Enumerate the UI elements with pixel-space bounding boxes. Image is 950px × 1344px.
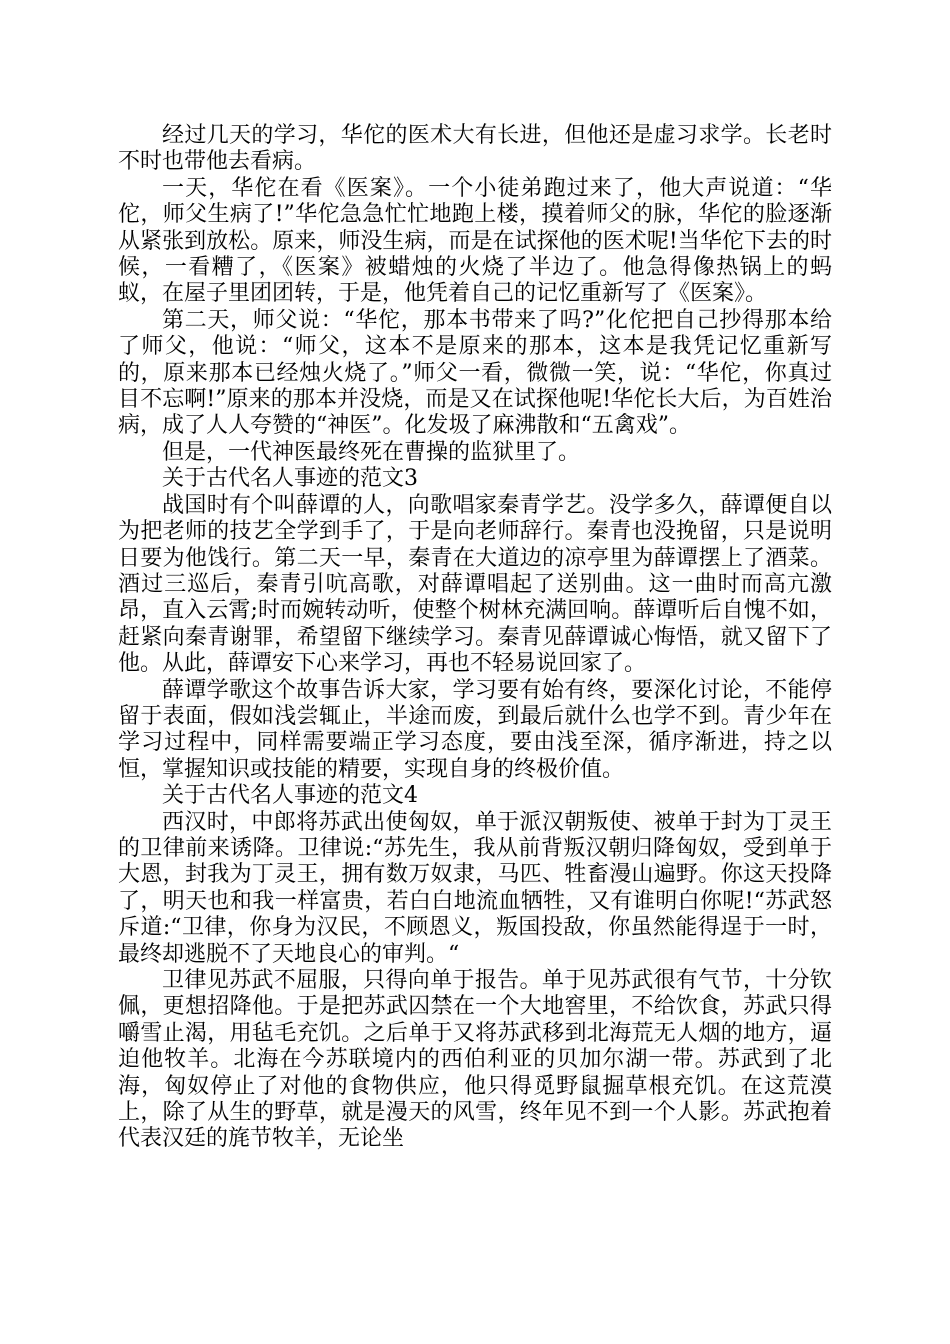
section-heading-3: 关于古代名人事迹的范文3 xyxy=(162,466,418,492)
paragraph-huatuo-next-day: 第二天，师父说：“华佗，那本书带来了吗?”化佗把自己抄得那本给了师父，他说：“师父，这本不是原来的那本，这本是我凭记忆重新写的，原来那本已经烛火烧了。”师父一看，微微一笑，说：“华佗，你真过目不忘啊!”原来的那本并没烧，而是又在试探他呢!华佗长大后，为百姓治病，成了人人夸赞的“神医”。化发圾了麻沸散和“五禽戏”。 xyxy=(118,307,832,439)
paragraph-huatuo-ending: 但是，一代神医最终死在曹操的监狱里了。 xyxy=(162,439,581,465)
paragraph-xuetan-lesson: 薛谭学歌这个故事告诉大家，学习要有始有终，要深化讨论，不能停留于表面，假如浅尝辄止，半途而废，到最后就什么也学不到。青少年在学习过程中，同样需要端正学习态度，要由浅至深，循序渐进，持之以恒，掌握知识或技能的精要，实现自身的终极价值。 xyxy=(118,677,832,782)
paragraph-huatuo-study: 经过几天的学习，华佗的医术大有长进，但他还是虚习求学。长老时不时也带他去看病。 xyxy=(118,123,832,175)
section-heading-4: 关于古代名人事迹的范文4 xyxy=(162,783,418,809)
paragraph-huatuo-medical-case: 一天，华佗在看《医案》。一个小徒弟跑过来了，他大声说道：“华佗，师父生病了!”华佗急急忙忙地跑上楼，摸着师父的脉，华佗的脸逐渐从紧张到放松。原来，师没生病，而是在试探他的医术呢!当华佗下去的时候，一看糟了，《医案》被蜡烛的火烧了半边了。他急得像热锅上的蚂蚁，在屋子里团团转，于是，他凭着自己的记忆重新写了《医案》。 xyxy=(118,175,832,307)
document-body xyxy=(118,123,832,1153)
paragraph-suwu-exile: 卫律见苏武不屈服，只得向单于报告。单于见苏武很有气节，十分钦佩，更想招降他。于是把苏武囚禁在一个大地窖里，不给饮食，苏武只得嚼雪止渴，用毡毛充饥。之后单于又将苏武移到北海荒无人烟的地方，逼迫他牧羊。北海在今苏联境内的西伯利亚的贝加尔湖一带。苏武到了北海，匈奴停止了对他的食物供应，他只得觅野鼠掘草根充饥。在这荒漠上，除了从生的野草，就是漫天的风雪，终年见不到一个人影。苏武抱着代表汉廷的旄节牧羊，无论坐 xyxy=(118,968,832,1152)
paragraph-suwu-envoy: 西汉时，中郎将苏武出使匈奴，单于派汉朝叛使、被单于封为丁灵王的卫律前来诱降。卫律说:“苏先生，我从前背叛汉朝归降匈奴，受到单于大恩，封我为丁灵王，拥有数万奴隶，马匹、牲畜漫山遍野。你这天投降了，明天也和我一样富贵，若白白地流血牺牲，又有谁明白你呢!“苏武怒斥道:“卫律，你身为汉民，不顾恩义，叛国投敌，你虽然能得逞于一时，最终却逃脱不了天地良心的审判。“ xyxy=(118,809,832,967)
paragraph-xuetan-story: 战国时有个叫薛谭的人，向歌唱家秦青学艺。没学多久，薛谭便自以为把老师的技艺全学到手了，于是向老师辞行。秦青也没挽留，只是说明日要为他饯行。第二天一早，秦青在大道边的凉亭里为薛谭摆上了酒菜。酒过三巡后，秦青引吭高歌，对薛谭唱起了送别曲。这一曲时而高亢激昂，直入云霄;时而婉转动听，使整个树林充满回响。薛谭听后自愧不如，赶紧向秦青谢罪，希望留下继续学习。秦青见薛谭诚心悔悟，就又留下了他。从此，薛谭安下心来学习，再也不轻易说回家了。 xyxy=(118,492,832,677)
